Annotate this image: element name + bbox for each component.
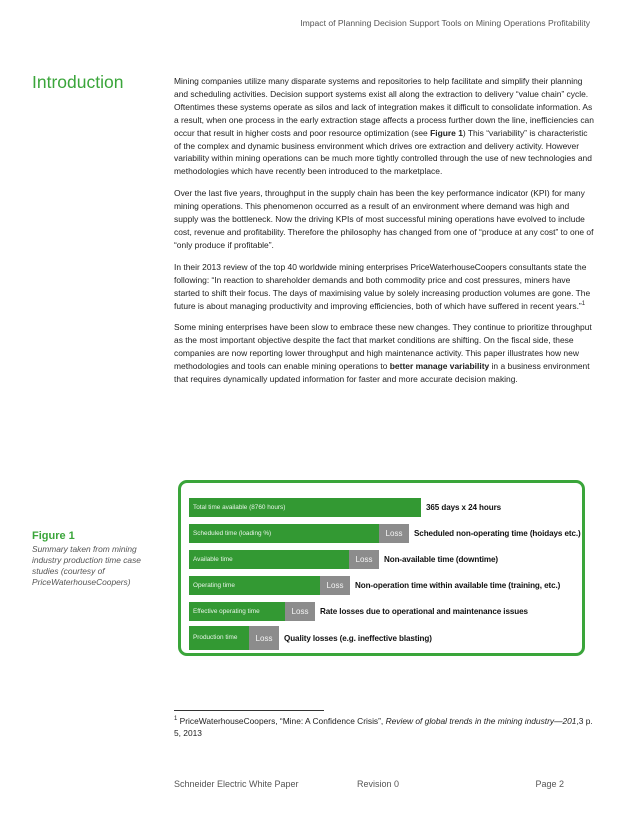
time-bar: Operating time xyxy=(189,576,320,595)
figure-title: Figure 1 xyxy=(32,530,75,542)
body-text xyxy=(174,75,594,395)
figure-reference: Figure 1 xyxy=(430,127,463,138)
time-bar: Scheduled time (loading %) xyxy=(189,524,379,543)
paragraph-1: Mining companies utilize many disparate systems and repositories to help facilitate and simplify their planning and scheduling activities. Decision support systems exist all along the extraction to delivery “value chain” cycle. Oftentimes these systems operate as silos and lack of integration makes it difficult to consolidate information. As a result, when one process in the early extraction stage affects a process further down the line, inefficiencies can occur that result in higher costs and poor resource optimization (see Figure 1) This “variability” is characteristic of the complex and dynamic business environment which drives ore extraction and delivery activity. However variability within mining operations can be much more tightly controlled through the use of new technologies and methodologies which have recently been introduced to the marketplace. xyxy=(174,76,594,177)
footnote-title: Review of global trends in the mining industry—201 xyxy=(385,716,577,726)
section-title: Introduction xyxy=(32,72,124,92)
loss-box: Loss xyxy=(349,550,379,569)
loss-box: Loss xyxy=(379,524,409,543)
footnote: $^1$ PriceWaterhouseCoopers, “Mine: A Confidence Crisis”, Review of global trends in the mining industry—201,3 p. 5, 2013 xyxy=(174,716,593,738)
time-row-operating xyxy=(189,576,560,595)
figure-caption: Summary taken from mining industry production time case studies (courtesy of PriceWaterhouseCoopers) xyxy=(32,544,141,587)
time-bar: Total time available (8760 hours) xyxy=(189,498,421,517)
row-note: Non-operation time within available time (training, etc.) xyxy=(355,581,561,590)
figure-diagram xyxy=(178,480,585,656)
paragraph-2: Over the last five years, throughput in the supply chain has been the key performance indicator (KPI) for many mining operations. This phenomenon occurred as a result of an environment where demand was high and supply was the bottleneck. Now the driving KPIs of most successful mining operations have evolved to include cost, revenue and profitability. Therefore the philosophy has changed from one of “produce at any cost” to one of “only produce if profitable”. xyxy=(174,188,594,250)
time-row-production xyxy=(189,626,432,650)
emphasis: better manage variability xyxy=(389,361,490,372)
running-header: Impact of Planning Decision Support Tools on Mining Operations Profitability xyxy=(300,18,590,28)
time-row-scheduled xyxy=(189,524,581,543)
row-note: 365 days x 24 hours xyxy=(426,503,502,512)
time-row-effective xyxy=(189,602,528,621)
time-row-total xyxy=(189,498,501,517)
loss-box: Loss xyxy=(249,626,279,650)
page-footer xyxy=(174,779,564,789)
footer-revision: Revision 0 xyxy=(357,779,400,789)
row-note: Scheduled non-operating time (hoidays etc.) xyxy=(414,529,581,538)
figure-label xyxy=(32,530,162,588)
page-number: Page 2 xyxy=(535,779,564,789)
paragraph-4: Some mining enterprises have been slow to embrace these new changes. They continue to prioritize throughput as the most important objective despite the fact that market conditions are shifting. On the fiscal side, these companies are now reporting lower throughput and high maintenance activity. This paper illustrates how new methodologies and tools can enable mining operations to better manage variability in a business environment that requires dynamically updated information for faster and more accurate decision making. xyxy=(174,322,592,385)
time-bar: Available time xyxy=(189,550,349,569)
row-note: Non-available time (downtime) xyxy=(384,555,499,564)
footnote-marker: 1 xyxy=(581,300,586,307)
footnote-divider xyxy=(174,710,324,711)
time-bar: Production time xyxy=(189,626,249,650)
time-bar: Effective operating time xyxy=(189,602,285,621)
footnote-number: 1 xyxy=(174,716,178,722)
paragraph-3: In their 2013 review of the top 40 worldwide mining enterprises PriceWaterhouseCoopers consultants state the following: “In reaction to shareholder demands and both commodity price and cost pressures, miners have started to shift their focus. The days of maximising value by solely increasing production volumes are gone. The future is about managing productivity and improving efficiencies, both of which have suffered in recent years.”$^1$ xyxy=(174,261,591,311)
loss-box: Loss xyxy=(320,576,350,595)
footer-publisher: Schneider Electric White Paper xyxy=(174,779,299,789)
row-note: Quality losses (e.g. ineffective blasting) xyxy=(284,633,432,643)
time-row-available xyxy=(189,550,498,569)
row-note: Rate losses due to operational and maintenance issues xyxy=(320,607,528,616)
loss-box: Loss xyxy=(285,602,315,621)
